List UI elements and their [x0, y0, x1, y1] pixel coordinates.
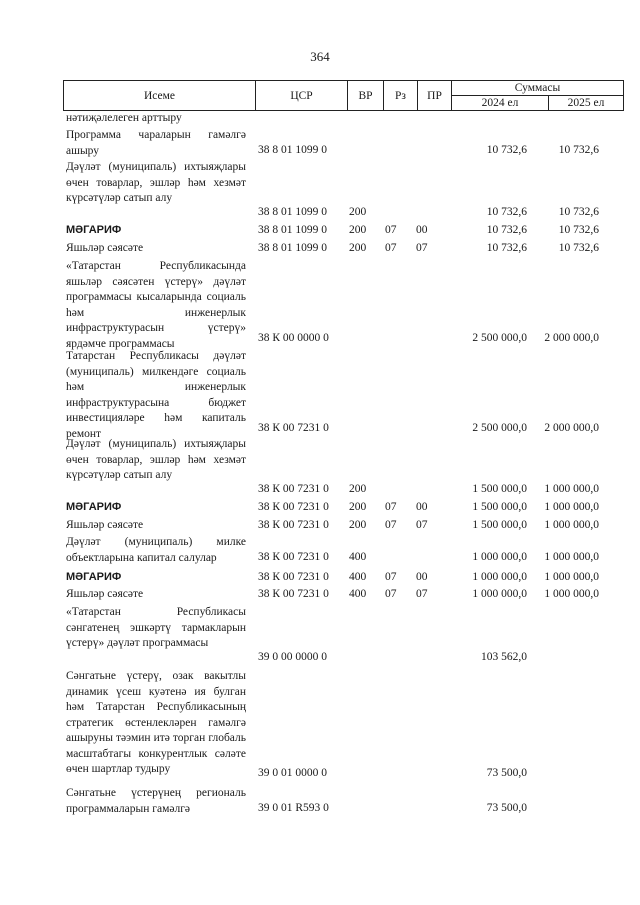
row-name: Яшьләр сәясәте [66, 519, 144, 531]
row-name: нәтиҗәлелеген арттыру [66, 112, 182, 124]
header-vr: ВР [348, 81, 384, 111]
row-csr: 38 К 00 7231 0 [258, 483, 329, 495]
row-name: Дәүләт (муниципаль) милке объектларына капитал салулар [66, 536, 246, 564]
row-csr: 38 К 00 7231 0 [258, 519, 329, 531]
row-sum-2025: 10 732,6 [558, 206, 599, 218]
row-sum-2024: 73 500,0 [486, 802, 527, 814]
row-sum-2024: 73 500,0 [486, 767, 527, 779]
row-sum-2025: 10 732,6 [558, 224, 599, 236]
row-rz: 07 [385, 224, 397, 236]
row-sum-2025: 1 000 000,0 [544, 519, 599, 531]
row-rz: 07 [385, 571, 397, 583]
row-name: Сәнгатьне үстерүнең региональ программаларын гамәлгә [66, 787, 246, 815]
row-sum-2024: 2 500 000,0 [472, 332, 527, 344]
row-sum-2024: 1 500 000,0 [472, 501, 527, 513]
header-rz: Рз [384, 81, 418, 111]
row-sum-2024: 10 732,6 [486, 206, 527, 218]
row-csr: 38 К 00 7231 0 [258, 501, 329, 513]
row-sum-2024: 1 000 000,0 [472, 571, 527, 583]
row-sum-2025: 1 000 000,0 [544, 483, 599, 495]
row-csr: 38 К 00 7231 0 [258, 571, 329, 583]
row-sum-2025: 1 000 000,0 [544, 501, 599, 513]
row-name: Дәүләт (муниципаль) ихтыяҗлары өчен товарлар, эшләр һәм хезмәт күрсәтүләр сатып алу [66, 161, 246, 204]
row-csr: 38 8 01 1099 0 [258, 224, 327, 236]
row-sum-2024: 10 732,6 [486, 224, 527, 236]
row-pr: 00 [416, 501, 428, 513]
header-name: Исеме [64, 81, 256, 111]
row-sum-2024: 1 000 000,0 [472, 588, 527, 600]
row-sum-2025: 10 732,6 [558, 144, 599, 156]
row-sum-2025: 10 732,6 [558, 242, 599, 254]
row-rz: 07 [385, 588, 397, 600]
row-name: «Татарстан Республикасы сәнгатенең эшкәртү тармакларын үстерү» дәүләт программасы [66, 606, 246, 649]
row-sum-2025: 1 000 000,0 [544, 551, 599, 563]
row-sum-2024: 10 732,6 [486, 242, 527, 254]
row-sum-2025: 1 000 000,0 [544, 571, 599, 583]
row-sum-2025: 2 000 000,0 [544, 332, 599, 344]
row-name: «Татарстан Республикасында яшьләр сәясәтен үстерү» дәүләт программасы кысаларында социаль һәм инженерлык инфраструктурасын үстерү» ярдәмче программасы [66, 260, 246, 350]
row-sum-2024: 10 732,6 [486, 144, 527, 156]
header-csr: ЦСР [256, 81, 348, 111]
row-sum-2025: 1 000 000,0 [544, 588, 599, 600]
row-name: Сәнгатьне үстерү, озак вакытлы динамик үсеш куәтенә ия булган һәм Татарстан Республикасының стратегик өстенлекләрен гамәлгә ашыруны тәэмин итә торган глобаль масштабтагы конкурентлык сәләте өчен шартлар тудыру [66, 670, 246, 775]
row-rz: 07 [385, 519, 397, 531]
header-sums: Суммасы [452, 81, 624, 96]
row-vr: 200 [349, 501, 367, 513]
row-csr: 38 К 00 7231 0 [258, 551, 329, 563]
header-year-2025: 2025 ел [549, 96, 624, 111]
row-csr: 38 8 01 1099 0 [258, 144, 327, 156]
row-vr: 200 [349, 242, 367, 254]
row-pr: 00 [416, 571, 428, 583]
row-sum-2024: 1 500 000,0 [472, 519, 527, 531]
row-sum-2025: 2 000 000,0 [544, 422, 599, 434]
row-vr: 200 [349, 224, 367, 236]
row-name: Яшьләр сәясәте [66, 588, 144, 600]
row-vr: 200 [349, 483, 367, 495]
row-name: Программа чараларын гамәлгә ашыру [66, 129, 246, 157]
row-csr: 38 8 01 1099 0 [258, 242, 327, 254]
row-vr: 400 [349, 551, 367, 563]
row-pr: 07 [416, 519, 428, 531]
row-sum-2024: 1 000 000,0 [472, 551, 527, 563]
row-vr: 400 [349, 571, 367, 583]
row-rz: 07 [385, 501, 397, 513]
row-sum-2024: 2 500 000,0 [472, 422, 527, 434]
row-csr: 39 0 00 0000 0 [258, 651, 327, 663]
row-csr: 38 К 00 7231 0 [258, 422, 329, 434]
row-name: Татарстан Республикасы дәүләт (муниципаль) милкендәге социаль һәм инженерлык инфраструктурасына бюджет инвестицияләре һәм капиталь ремонт [66, 350, 246, 440]
row-name: МӘГАРИФ [66, 571, 122, 583]
row-pr: 07 [416, 242, 428, 254]
row-pr: 00 [416, 224, 428, 236]
row-csr: 39 0 01 0000 0 [258, 767, 327, 779]
row-csr: 38 8 01 1099 0 [258, 206, 327, 218]
row-rz: 07 [385, 242, 397, 254]
row-pr: 07 [416, 588, 428, 600]
row-sum-2024: 103 562,0 [481, 651, 527, 663]
header-year-2024: 2024 ел [452, 96, 549, 111]
row-vr: 200 [349, 206, 367, 218]
row-vr: 200 [349, 519, 367, 531]
row-name: Дәүләт (муниципаль) ихтыяҗлары өчен товарлар, эшләр һәм хезмәт күрсәтүләр сатып алу [66, 438, 246, 481]
header-pr: ПР [418, 81, 452, 111]
row-csr: 38 К 00 0000 0 [258, 332, 329, 344]
row-name: Яшьләр сәясәте [66, 242, 144, 254]
row-name: МӘГАРИФ [66, 501, 122, 513]
row-vr: 400 [349, 588, 367, 600]
row-sum-2024: 1 500 000,0 [472, 483, 527, 495]
row-csr: 39 0 01 R593 0 [258, 802, 329, 814]
row-csr: 38 К 00 7231 0 [258, 588, 329, 600]
row-name: МӘГАРИФ [66, 224, 122, 236]
page-number: 364 [310, 49, 330, 64]
